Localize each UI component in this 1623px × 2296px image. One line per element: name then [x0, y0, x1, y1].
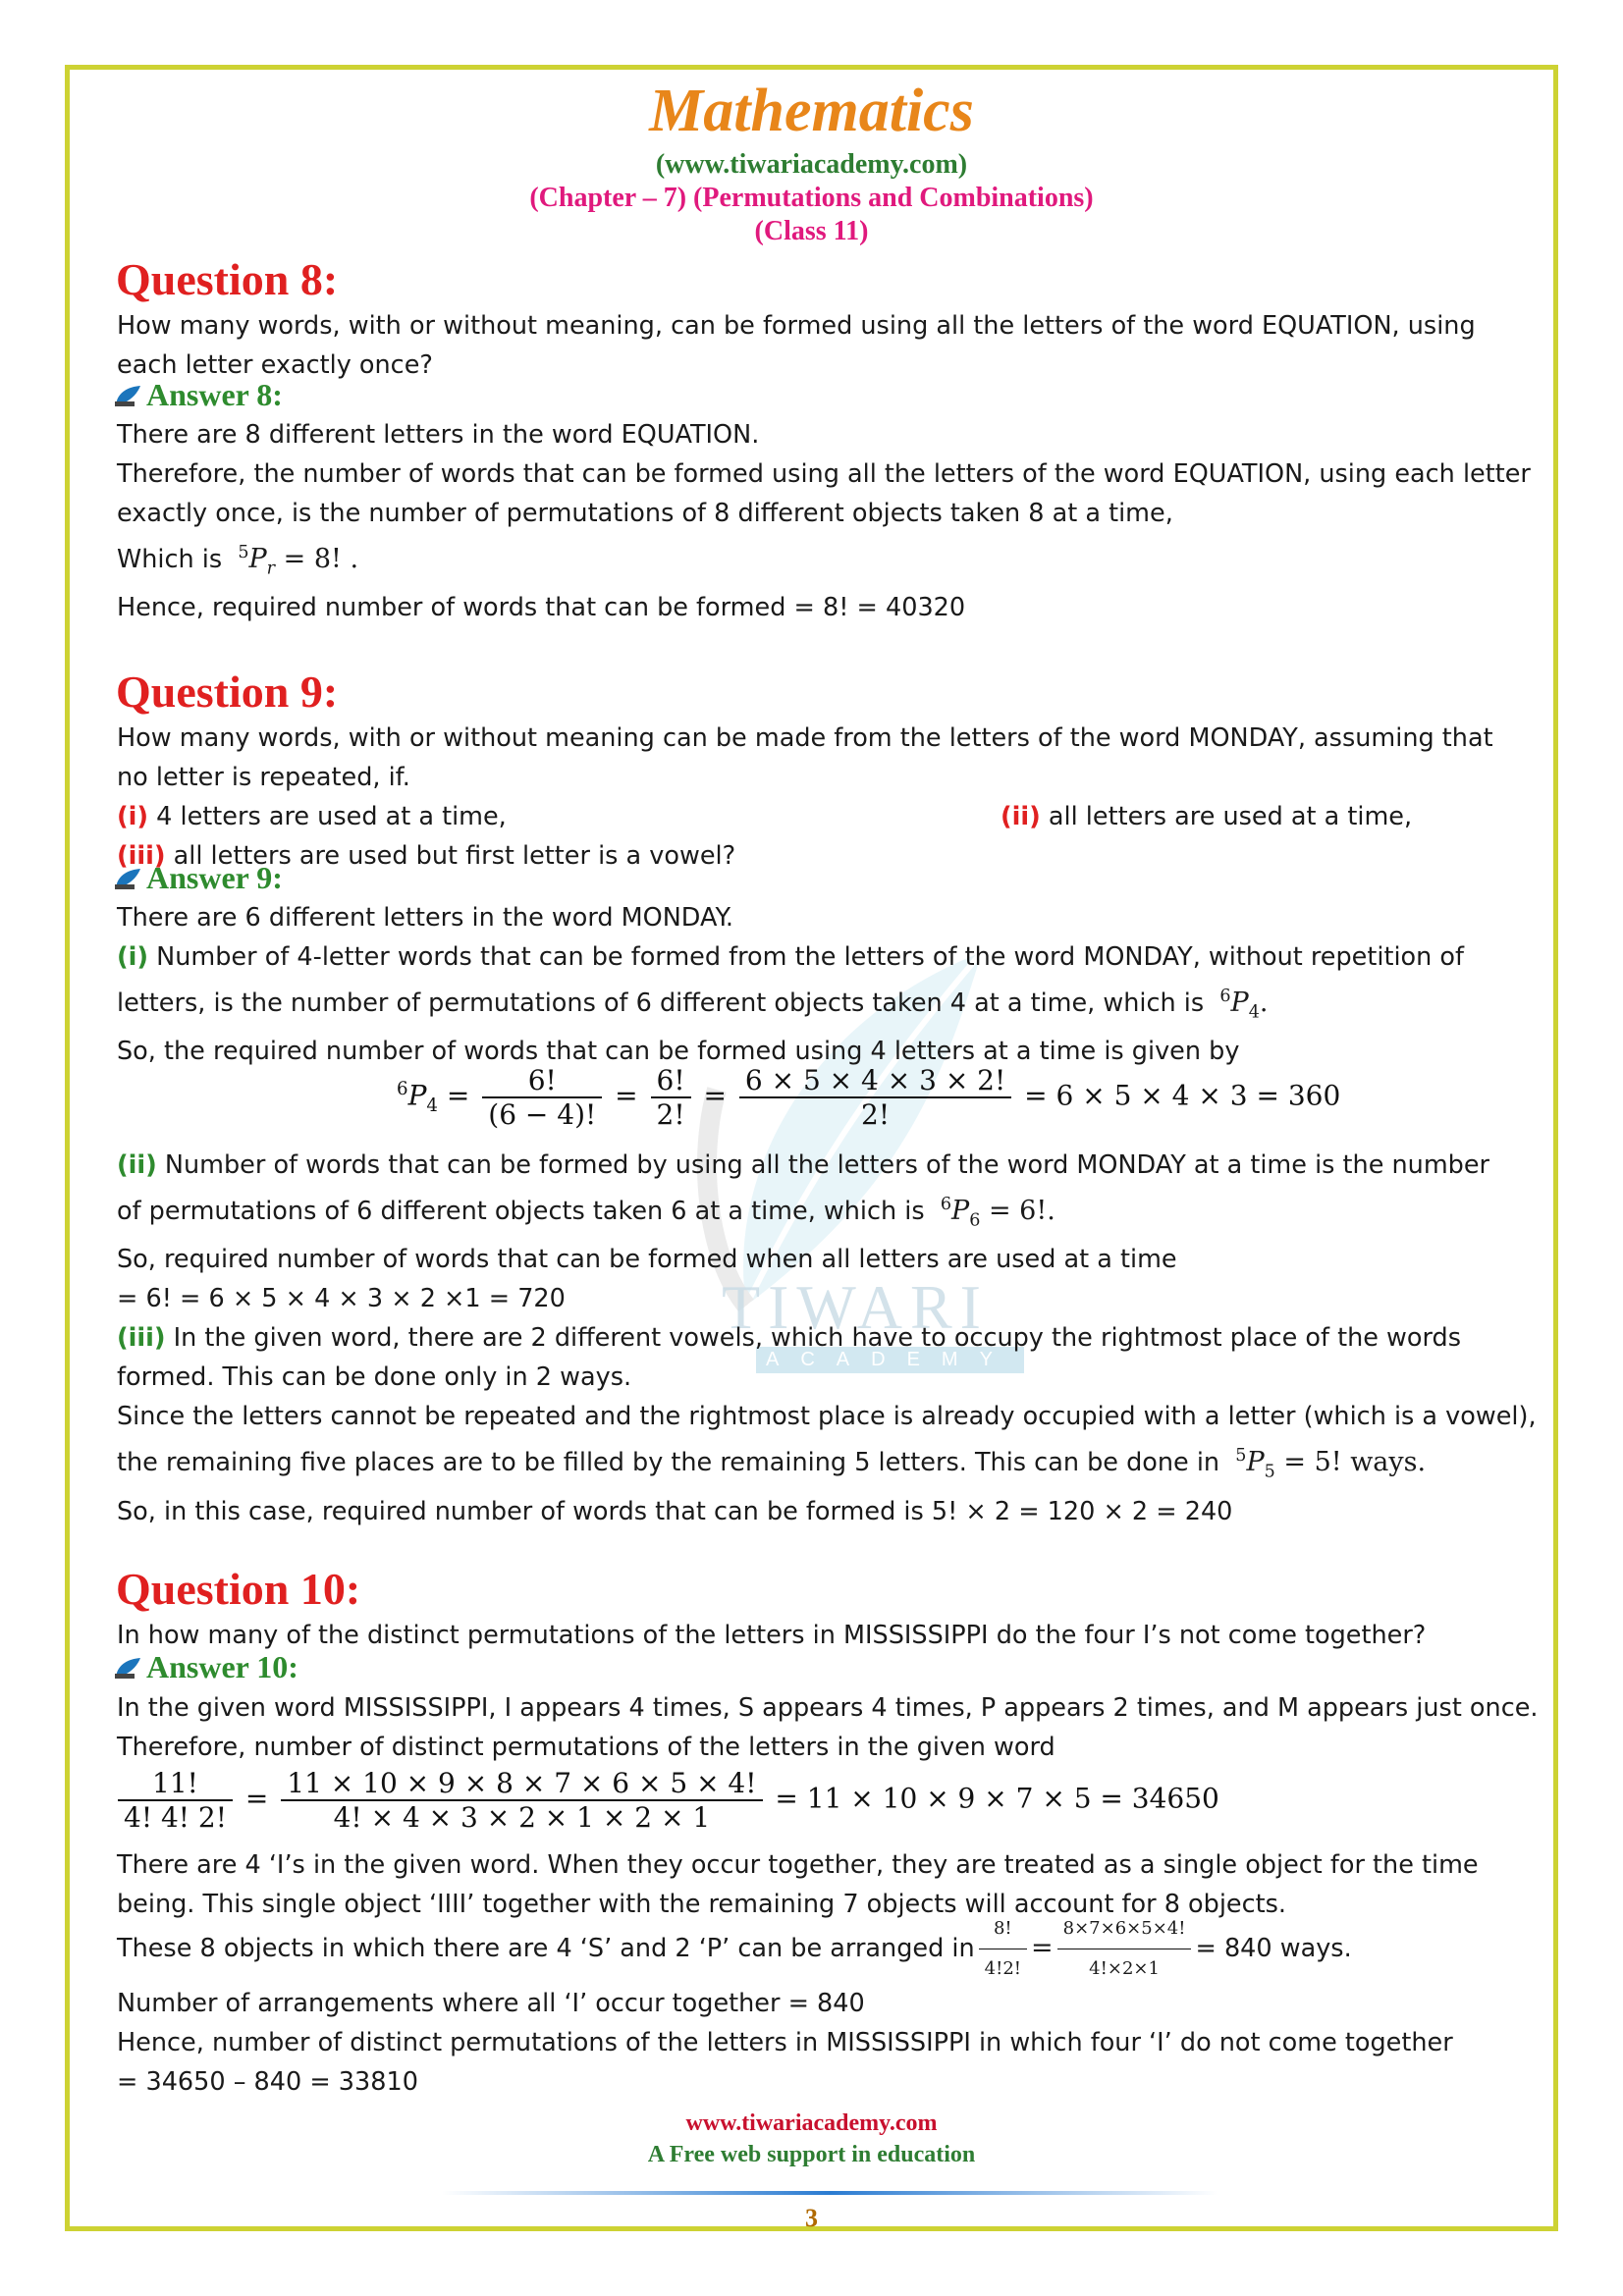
answer-10-body-a [117, 1688, 1539, 1767]
a9-part-ii-line-1: (ii) Number of words that can be formed by using all the letters of the word MONDAY at a time is the number [117, 1150, 1490, 1180]
answer-10-label: Answer 10: [146, 1649, 298, 1684]
watermark-sub: ACADEMY [756, 1347, 1024, 1373]
a10-line-1: In the given word MISSISSIPPI, I appears 4 times, S appears 4 times, P appears 2 times, and M appears just once. [117, 1693, 1539, 1723]
page-title: Mathematics [649, 78, 974, 144]
a8-line-3: exactly once, is the number of permutations of 8 different objects taken 8 at a time, [117, 499, 1173, 528]
answer-10-body-c [117, 1984, 1535, 2102]
q9-options-row: (i) 4 letters are used at a time, (ii) all letters are used at a time, [117, 802, 1413, 831]
a10-line-8: = 34650 – 840 = 33810 [117, 2067, 418, 2097]
a8-line-5: Hence, required number of words that can be formed = 8! = 40320 [117, 593, 966, 623]
a9-part-iii-line-5: So, in this case, required number of words that can be formed is 5! × 2 = 120 × 2 = 240 [117, 1496, 1233, 1526]
a9-part-ii-line-2: of permutations of 6 different objects taken 6 at a time, which is $^6P_6 = 6$!. [117, 1195, 1055, 1231]
answer-8-label: Answer 8: [146, 377, 283, 412]
header-website: (www.tiwariacademy.com) [655, 149, 968, 180]
a10-line-6: Number of arrangements where all ‘I’ occur together = 840 [117, 1989, 865, 2018]
question-9-text [117, 719, 1535, 876]
question-10-heading: Question 10: [116, 1564, 361, 1614]
header-class: (Class 11) [754, 216, 869, 246]
a9-part-iii-line-1: (iii) In the given word, there are 2 different vowels, which have to occupy the rightmost place of the words [117, 1323, 1462, 1354]
a9-part-ii-line-3: So, required number of words that can be formed when all letters are used at a time [117, 1245, 1177, 1275]
answer-10-heading [113, 1649, 298, 1685]
q8-text-line-2: each letter exactly once? [117, 350, 433, 380]
equation-6p4: $^6P_4$ = $\frac{6!}{(6 - 4)!}$ = $\frac{6!}{2!}$ = $\frac{6 \times 5 \times 4 \times 3 \times 2!}{2!}$ = 6 × 5 × 4 × 3 = 360 [397, 1064, 1341, 1131]
a10-line-4: being. This single object ‘IIII’ together with the remaining 7 objects will account for 8 objects. [117, 1890, 1287, 1919]
equation-mississippi: $\frac{11!}{4! 4! 2!}$ = $\frac{11 \times 10 \times 9 \times 8 \times 7 \times 6 \times 5 \times 4!}{4! \times 4 \times 3 \times 2 \times 1 \times 2 \times 1}$ = 11 × 10 × 9 × 7 × 5 = 34650 [114, 1767, 1219, 1834]
a10-line-3: There are 4 ‘I’s in the given word. When they occur together, they are treated as a single object for the time [117, 1850, 1479, 1880]
a9-part-i-line-2: letters, is the number of permutations of 6 different objects taken 4 at a time, which is $^6P_4$. [117, 987, 1269, 1023]
question-8-text [117, 306, 1535, 385]
question-9-heading: Question 9: [116, 667, 339, 717]
footer-tagline: A Free web support in education [647, 2142, 976, 2167]
a9-part-iii-line-2: formed. This can be done only in 2 ways. [117, 1362, 632, 1393]
answer-8-heading [113, 377, 283, 413]
a9-part-iii-line-3: Since the letters cannot be repeated and the rightmost place is already occupied with a letter (which is a vowel), [117, 1402, 1537, 1432]
a10-line-2: Therefore, number of distinct permutations of the letters in the given word [117, 1733, 1055, 1762]
leaf-icon [113, 384, 142, 407]
leaf-icon [113, 867, 142, 890]
a9-part-i-line-3: So, the required number of words that can be formed using 4 letters at a time is given by [117, 1037, 1240, 1067]
question-8-heading: Question 8: [116, 254, 339, 304]
answer-9-body-b [117, 1146, 1535, 1531]
a9-part-i-line-1: (i) Number of 4-letter words that can be formed from the letters of the word MONDAY, without repetition of [117, 942, 1464, 972]
a10-line-5: These 8 objects in which there are 4 ‘S’ and 2 ‘P’ can be arranged in $\frac{8!}{4!2!}$ = $\frac{8\times 7\times 6\times 5\times 4!}{4!\times 2\times 1}$ = 840 ways. [117, 1926, 1535, 1971]
a10-line-7: Hence, number of distinct permutations of the letters in MISSISSIPPI in which four ‘I’ do not come together [117, 2028, 1453, 2057]
question-10-text: In how many of the distinct permutations of the letters in MISSISSIPPI do the four I’s not come together? [117, 1621, 1427, 1650]
q9-text-line-2: no letter is repeated, if. [117, 763, 410, 792]
footer-divider [442, 2191, 1217, 2195]
a8-line-2: Therefore, the number of words that can be formed using all the letters of the word EQUATION, using each letter [117, 459, 1531, 489]
answer-9-body-a [117, 898, 1535, 1071]
q9-option-iii: (iii) all letters are used but first letter is a vowel? [117, 841, 736, 871]
page-number: 3 [805, 2204, 818, 2232]
header-chapter: (Chapter – 7) (Permutations and Combinations) [529, 183, 1094, 213]
q9-text-line-1: How many words, with or without meaning can be made from the letters of the word MONDAY, assuming that [117, 723, 1493, 753]
a8-line-1: There are 8 different letters in the word EQUATION. [117, 420, 760, 450]
answer-8-body [117, 415, 1535, 627]
answer-9-heading [113, 860, 283, 896]
leaf-icon [113, 1656, 142, 1680]
a9-line-1: There are 6 different letters in the word MONDAY. [117, 903, 733, 933]
answer-9-label: Answer 9: [146, 860, 283, 895]
watermark-name: TIWARI [722, 1272, 989, 1342]
a8-line-4: Which is $^5P_r = 8$! . [117, 543, 359, 579]
a9-part-ii-line-4: = 6! = 6 × 5 × 4 × 3 × 2 ×1 = 720 [117, 1284, 566, 1314]
a9-part-iii-line-4: the remaining five places are to be filled by the remaining 5 letters. This can be done in $^5P_5 = 5$! ways. [117, 1446, 1427, 1482]
q8-text-line-1: How many words, with or without meaning, can be formed using all the letters of the word EQUATION, using [117, 311, 1476, 341]
footer-website: www.tiwariacademy.com [685, 2110, 938, 2136]
